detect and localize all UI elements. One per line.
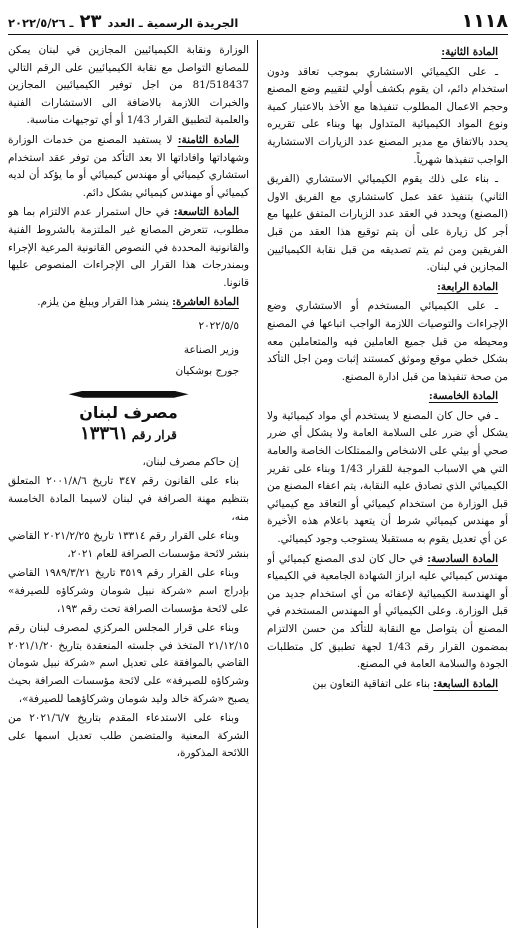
decree-paragraph-3: وبناء على القرار رقم ١٣٣١٤ تاريخ ٢٠٢١/٢/٢٥ القاضي بنشر لائحة مؤسسات الصرافة للعام ٢٠٢١، <box>8 530 249 560</box>
article-2-paragraph-2: ـ بناء على ذلك يقوم الكيميائي الاستشاري (الفريق الثاني) بتنفيذ عقد عمل كاستشاري مع الفريق الاول (المصنع) ويحدد في العقد عدد الزيارات المتفق عليها مع أجر كل زيارة على أن يتم توقيع هذا العقد من قبل الفريقين ومن ثم يتم تصديقه من قبل نقابة الكيميائيين المجازين في لبنان. <box>267 173 508 274</box>
decree-paragraph-1: إن حاكم مصرف لبنان، <box>142 455 239 468</box>
article-4-title: المادة الرابعة: <box>437 280 498 293</box>
article-8-title: المادة الثامنة: <box>177 133 239 146</box>
section-divider-ornament <box>69 391 189 398</box>
decree-heading <box>8 425 249 446</box>
decree-paragraph-4: وبناء على القرار رقم ٣٥١٩ تاريخ ١٩٨٩/٣/٢١ القاضي بإدراج اسم «شركة نبيل شومان وشركاؤه للصيرفة» على لائحة مؤسسات الصرافة تحت رقم ١٩٣، <box>8 567 249 615</box>
page-number: ١١١٨ <box>461 10 508 32</box>
decree-paragraph-5: وبناء على قرار المجلس المركزي لمصرف لبنان رقم ٢١/١٢/١٥ المتخذ في جلسته المنعقدة بتاريخ ٢٠٢١/١/٢٠ القاضي بالموافقة على تعديل اسم «شركة نبيل شومان وشركاؤه للصيرفة» على لائحة مؤسسات الصرافة بحيث يصبح «شركة خالد وليد شومان وشركاؤهما للصيرفة»، <box>8 622 249 705</box>
decree-label: قرار رقم <box>131 428 177 443</box>
decree-paragraph-2: بناء على القانون رقم ٣٤٧ تاريخ ٢٠٠١/٨/٦ المتعلق بتنظيم مهنة الصرافة في لبنان لاسيما المادة الخامسة منه، <box>8 475 249 523</box>
right-column <box>267 42 508 928</box>
article-8-paragraph <box>8 132 249 202</box>
article-9-title: المادة التاسعة: <box>173 206 239 219</box>
article-2-heading <box>267 44 508 62</box>
page-header <box>8 6 508 35</box>
running-head <box>8 11 238 32</box>
article-9-body: في حال استمرار عدم الالتزام بما هو مطلوب، تتعرض المصانع غير الملتزمة بالشروط الفنية والقانونية المحددة في النصوص القانونية المرعية الإجراء وبمندرجات هذا القرار الى الإجراءات المنصوص عليها قانونا. <box>8 206 249 289</box>
signature-name: جورج بوشكيان <box>175 365 239 378</box>
article-7-continuation: الوزارة ونقابة الكيميائيين المجازين في لبنان يمكن للمصانع التواصل مع نقابة الكيميائيين على الرقم التالي 81/518437 من اجل توفير الكيميائيين المجازين والخبرات اللازمة بالاضافة الى الاستشارات الفنية والعلمية لتطبيق القرار 1/43 أو أي توجيهات مناسبة. <box>8 44 249 127</box>
article-5-paragraph: ـ في حال كان المصنع لا يستخدم أي مواد كيميائية ولا يشكل أي ضرر على السلامة العامة ولا يشكل أي ضرر صحي أو بيئي على الاشخاص والممتلكات الخاصة والعامة التي هي الاسباب الموجبة للقرار 1/43 وبناء على تقرير الكيميائي الذي تصادق عليه النقابة، يتم اعفاء المصنع من قبل الوزارة من استخدام كيميائي أو التعاقد مع كيميائي أو مهندس كيميائي شرط أن يتعهد باعلام هذه الأخيرة عن أي تعديل يقوم به مستقبلا يستوجب وجود كيميائي. <box>267 409 508 546</box>
article-4-heading <box>267 279 508 297</box>
decree-number: ١٣٣٦١ <box>80 423 129 445</box>
article-9-paragraph <box>8 204 249 292</box>
issue-date: ـ ٢٠٢٢/٥/٢٦ <box>8 16 74 30</box>
article-6-paragraph <box>267 551 508 674</box>
article-5-heading <box>267 388 508 406</box>
article-4-paragraph: ـ على الكيميائي المستخدم أو الاستشاري وضع الإجراءات والتوصيات اللازمة الواجب اتباعها في المصنع ومحيطه من قبل جميع العاملين فيه والمتعاملين معه بشكل خطي موقع وموثق كمستند إثبات ومن اجل التأكد من صحة تنفيذها من قبل ادارة المصنع. <box>267 300 508 383</box>
journal-name: الجريدة الرسمية ـ العدد <box>107 16 239 30</box>
article-8-body: لا يستفيد المصنع من خدمات الوزارة وشهاداتها وافاداتها الا بعد التأكد من توفر عقد استخدام استشاري كيميائي أو مهندس كيميائي أو ما يؤكد أن لديه كيميائي أو مهندس كيميائي بشكل دائم. <box>8 133 249 199</box>
article-2-title: المادة الثانية: <box>441 46 498 58</box>
article-6-body: في حال كان لدى المصنع كيميائي أو مهندس كيميائي عليه ابراز الشهادة الجامعية في الكيمياء أو الهندسة الكيميائية لإعفائه من أي استخدام جديد من قبل الوزارة. وعلى الكيميائي أو المهندس المستخدم في المصنع أن يتواصل مع النقابة للتأكد من حسن الالتزام بمضمون القرار رقم 1/43 لجهة تطبيق كل متطلبات الجودة والسلامة العامة في المصنع. <box>267 552 508 671</box>
article-10-paragraph <box>8 294 249 312</box>
article-10-body: ينشر هذا القرار ويبلغ من يلزم. <box>37 296 169 309</box>
article-7-title: المادة السابعة: <box>433 677 498 690</box>
signature-date: ٢٠٢٢/٥/٥ <box>198 319 239 332</box>
issue-number: ٢٣ <box>79 11 102 32</box>
left-column <box>8 42 249 928</box>
column-divider <box>257 40 258 928</box>
article-6-title: المادة السادسة: <box>427 552 498 565</box>
signature-title: وزير الصناعة <box>183 343 239 356</box>
article-5-title: المادة الخامسة: <box>428 390 498 403</box>
decree-paragraph-6: وبناء على الاستدعاء المقدم بتاريخ ٢٠٢١/٦/٧ من الشركة المعنية والمتضمن طلب تعديل اسمها على اللائحة المذكورة، <box>8 712 249 760</box>
article-7-paragraph <box>267 676 508 694</box>
article-7-body: بناء على اتفاقية التعاون بين <box>312 677 430 690</box>
article-10-title: المادة العاشرة: <box>172 296 239 309</box>
article-2-paragraph-1: ـ على الكيميائي الاستشاري بموجب تعاقد ودون استخدام دائم، ان يقوم بكشف أولي لتقييم وضع المصنع وحجم الاعمال المطلوب تنفيذها مع الأخذ بالاعتبار كمية ونوع المواد الكيميائية المتداول بها وبناء على تقريره يحدد بالاتفاق مع مدير المصنع عدد الزيارات الاستشارية الواجب تنفيذها شهرياً. <box>267 65 508 166</box>
bank-title: مصرف لبنان <box>79 402 178 422</box>
